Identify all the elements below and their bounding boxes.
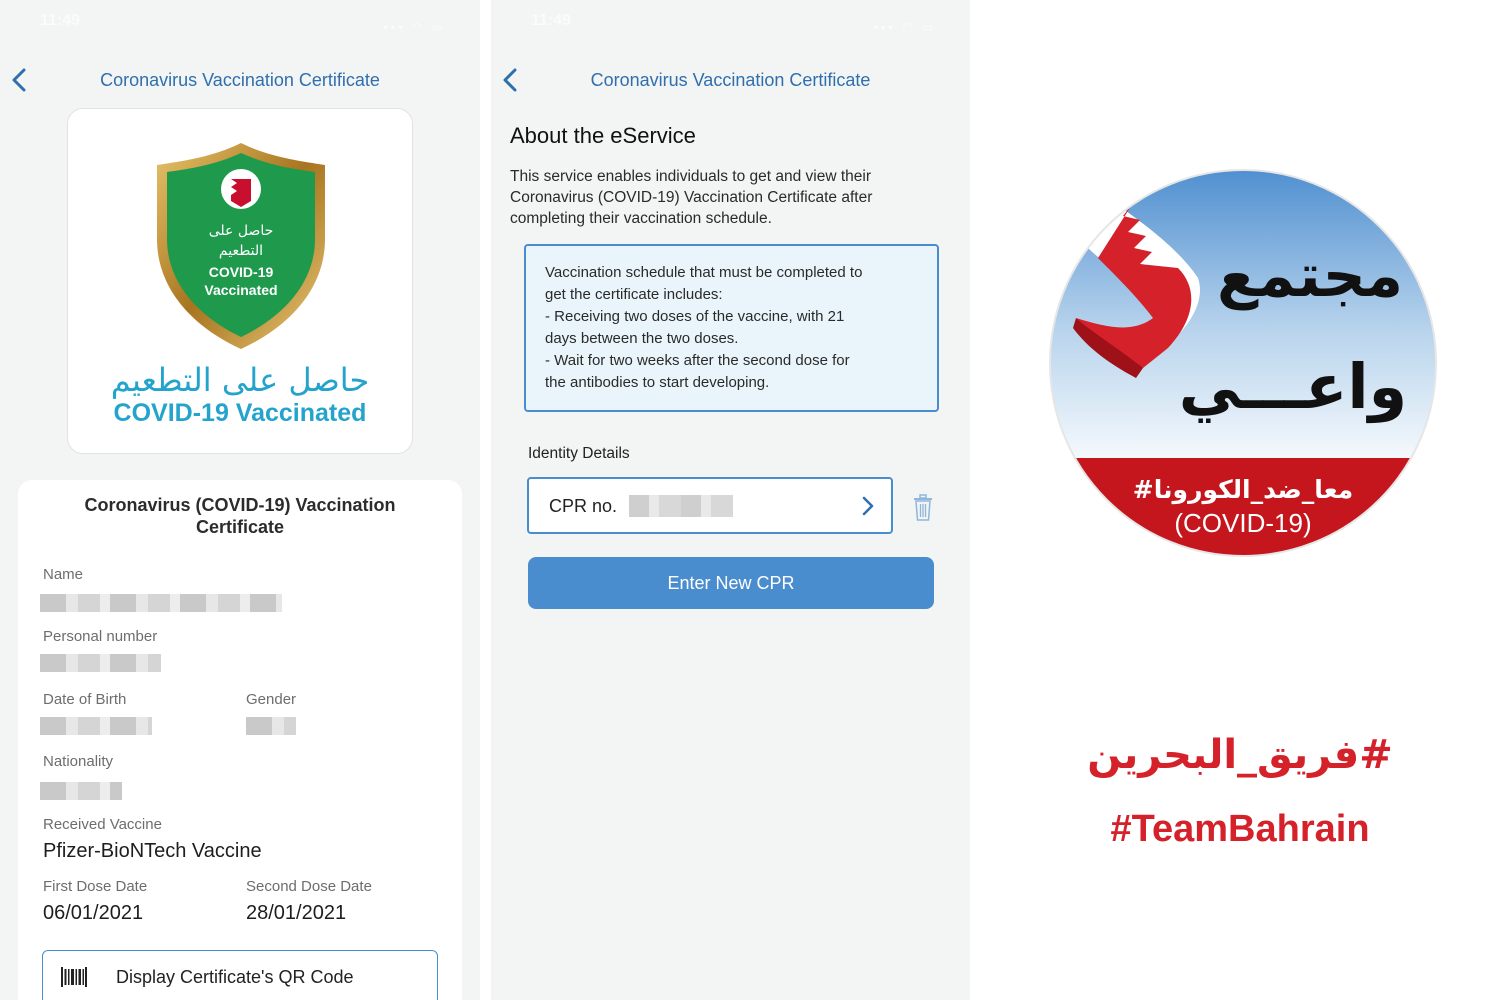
- certificate-title: Coronavirus (COVID-19) Vaccination Certificate: [84, 495, 396, 537]
- team-bahrain-poster: [970, 0, 1500, 1000]
- about-eservice-description: This service enables individuals to get and view their Coronavirus (COVID-19) Vaccination Certificate after completing their vaccination schedule.: [510, 168, 873, 227]
- badge-caption-en: COVID-19 Vaccinated: [113, 399, 367, 427]
- aware-society-logo: [1048, 168, 1438, 558]
- personal-number-label: Personal number: [43, 628, 158, 645]
- logo-band-line-2: (COVID-19): [1174, 508, 1312, 538]
- display-qr-code-label: Display Certificate's QR Code: [116, 967, 354, 987]
- first-dose-value: 06/01/2021: [43, 902, 144, 924]
- status-time: 11:49: [531, 12, 572, 29]
- nav-bar: [0, 60, 480, 102]
- shield-text-en-1: COVID-19: [208, 264, 274, 280]
- gender-label: Gender: [246, 691, 297, 708]
- status-bar: [0, 0, 480, 55]
- shield-text-ar-2: التطعيم: [218, 243, 264, 259]
- second-dose-label: Second Dose Date: [246, 878, 372, 895]
- vaccination-schedule-info-box: [524, 244, 939, 412]
- display-qr-code-button[interactable]: [42, 950, 438, 1000]
- personal-number-redacted-value: [40, 654, 161, 672]
- cpr-redacted-value: [629, 495, 733, 517]
- dob-label: Date of Birth: [43, 691, 127, 708]
- schedule-line: - Wait for two weeks after the second dose for: [545, 352, 850, 369]
- schedule-line: days between the two doses.: [545, 330, 739, 347]
- vaccinated-badge-card: [67, 108, 413, 454]
- vaccine-label: Received Vaccine: [43, 816, 162, 833]
- status-icons: ▪▪▪ ◠ ▭: [383, 20, 446, 34]
- schedule-line: the antibodies to start developing.: [545, 374, 770, 391]
- logo-line-1: مجتمع: [1216, 241, 1404, 311]
- status-icons: ▪▪▪ ◠ ▭: [873, 20, 936, 34]
- second-dose-value: 28/01/2021: [246, 902, 347, 924]
- nav-bar: [491, 60, 970, 102]
- vaccinated-shield-icon: [153, 139, 329, 353]
- schedule-line: Vaccination schedule that must be completed to: [545, 264, 863, 281]
- vaccine-value: Pfizer-BioNTech Vaccine: [43, 840, 262, 862]
- certificate-details-card: [18, 480, 462, 1000]
- nationality-label: Nationality: [43, 753, 114, 770]
- status-bar: [491, 0, 970, 55]
- schedule-line: - Receiving two doses of the vaccine, with 21: [545, 308, 845, 325]
- hashtag-english: #TeamBahrain: [1110, 808, 1370, 850]
- enter-new-cpr-button[interactable]: Enter New CPR: [528, 557, 934, 609]
- nav-title: Coronavirus Vaccination Certificate: [100, 70, 380, 90]
- logo-line-2: واعـــي: [1178, 350, 1408, 423]
- schedule-line: get the certificate includes:: [545, 286, 723, 303]
- hashtag-arabic: #فريق_البحرين: [1087, 732, 1393, 778]
- cpr-label: CPR no.: [549, 496, 618, 516]
- shield-text-ar-1: حاصل على: [208, 223, 274, 239]
- name-redacted-value: [40, 594, 282, 612]
- shield-text-en-2: Vaccinated: [204, 282, 278, 298]
- about-eservice-heading: About the eService: [510, 123, 696, 148]
- nav-title: Coronavirus Vaccination Certificate: [590, 70, 871, 90]
- status-time: 11:49: [40, 12, 81, 29]
- barcode-icon: [61, 967, 87, 987]
- dob-redacted-value: [40, 717, 152, 735]
- identity-details-label: Identity Details: [528, 445, 630, 462]
- trash-icon[interactable]: [912, 494, 934, 522]
- eservice-screen: [491, 0, 970, 1000]
- name-label: Name: [43, 566, 84, 583]
- chevron-right-icon: [861, 495, 875, 517]
- cpr-selector-field[interactable]: [527, 477, 893, 534]
- first-dose-label: First Dose Date: [43, 878, 148, 895]
- nationality-redacted-value: [40, 782, 122, 800]
- gender-redacted-value: [246, 717, 296, 735]
- badge-caption-ar: حاصل على التطعيم: [110, 361, 370, 399]
- certificate-screen: [0, 0, 480, 1000]
- logo-band-line-1: #معا_ضد_الكورونا: [1132, 475, 1354, 504]
